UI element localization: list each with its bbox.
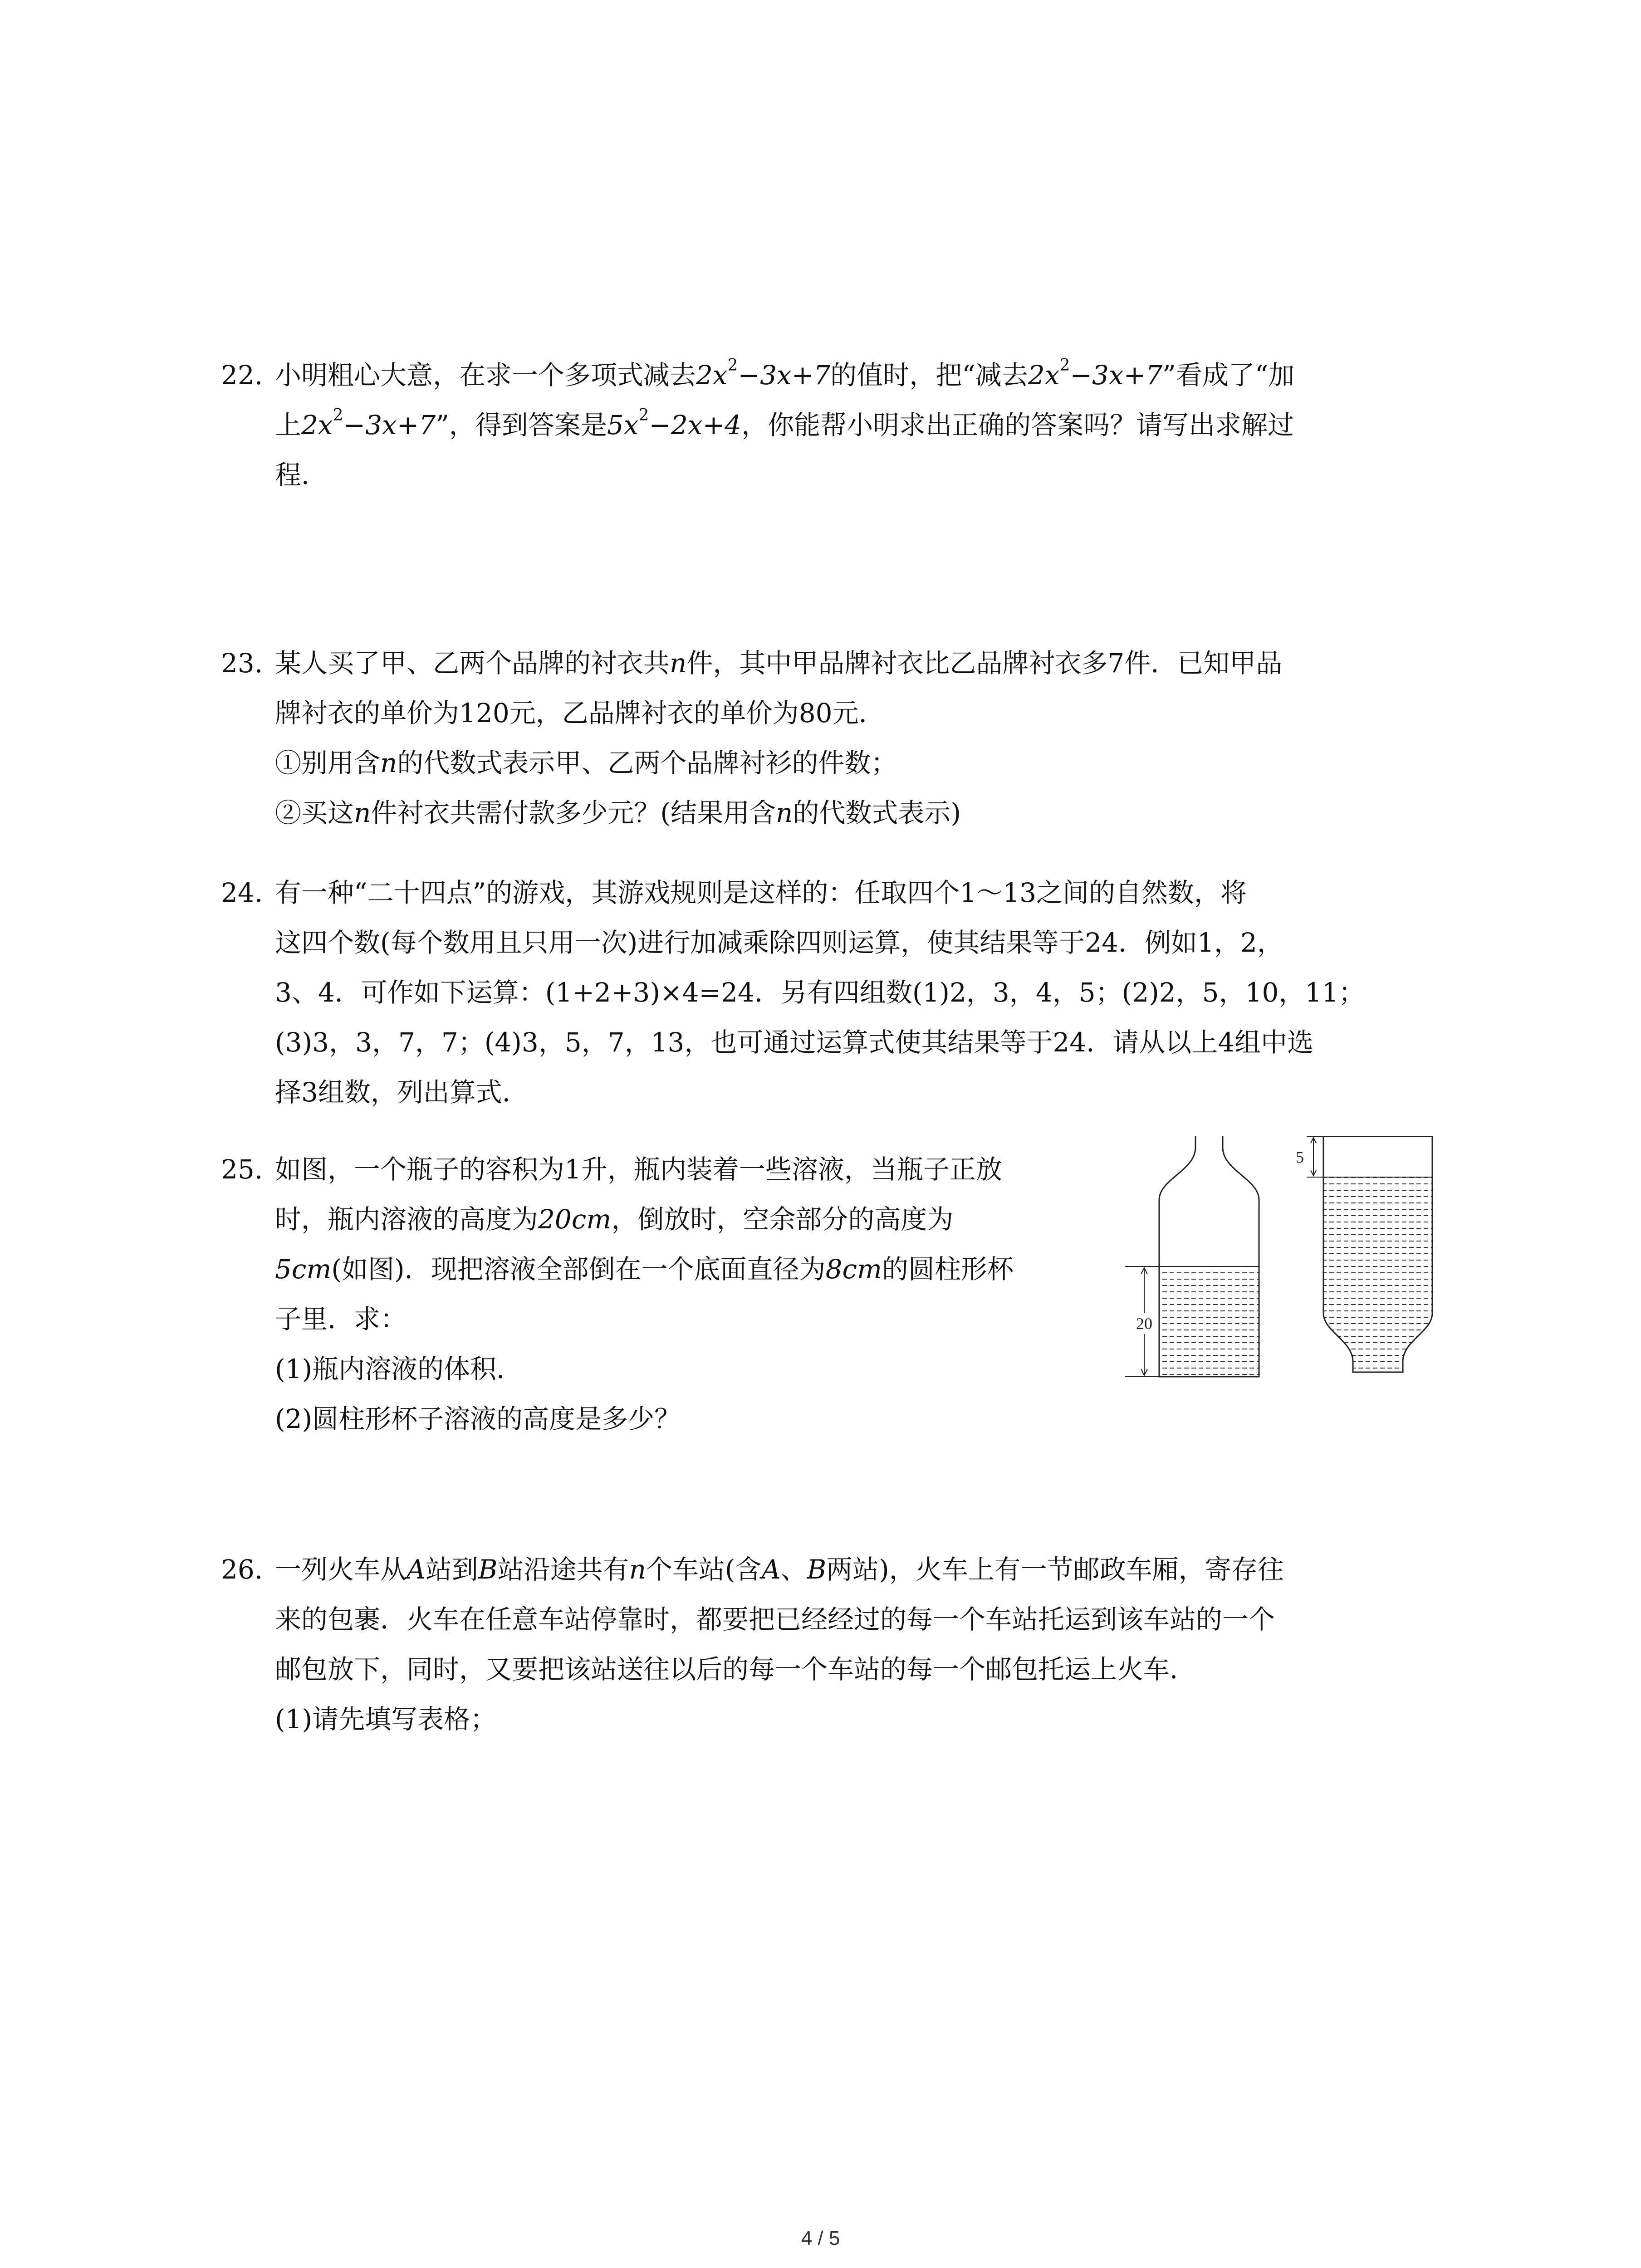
math: 2x — [301, 410, 333, 440]
text: 的值时，把“减去 — [830, 360, 1028, 391]
math: n — [629, 1554, 646, 1585]
text: 元． — [832, 698, 885, 728]
height-label-20: 20 — [1136, 1315, 1152, 1333]
problem-line: 3、4．可作如下运算：(1+2+3)×4=24．另有四组数(1)2，3，4，5；(2)2，5，10，11； — [275, 977, 1365, 1008]
problem-line — [221, 688, 1446, 738]
upright-bottle — [1125, 1136, 1259, 1377]
problem-number: 22. — [221, 360, 263, 391]
problem-number: 23. — [221, 648, 263, 679]
problem-line: (3)3，3，7，7；(4)3，5，7，13，也可通过运算式使其结果等于24．请从以上4组中选 — [275, 1027, 1314, 1058]
text: ，你能帮小明求出正确的答案吗？请写出求解过 — [741, 410, 1294, 440]
inverted-bottle — [1296, 1136, 1432, 1372]
math: 80 — [798, 698, 833, 728]
problem-line: (2)圆柱形杯子溶液的高度是多少？ — [275, 1403, 681, 1434]
math: 20cm — [538, 1204, 612, 1235]
math: −3x+7 — [738, 360, 831, 391]
problem-line: 子里．求： — [275, 1304, 407, 1334]
math: n — [670, 648, 687, 679]
upright-liquid — [1159, 1266, 1259, 1377]
text: ”看成了“加 — [1162, 360, 1295, 391]
math: n — [380, 748, 397, 778]
text: 有一种“二十四点”的游戏，其游戏规则是这样的：任取四个1～13之间的自然数，将 — [275, 877, 1247, 908]
problem-line: 程． — [275, 459, 328, 490]
exponent: 2 — [638, 406, 649, 425]
inverted-liquid-body — [1323, 1177, 1432, 1313]
text: 时，瓶内溶液的高度为 — [275, 1204, 539, 1235]
text: 升，瓶内装着一些溶液，当瓶子正放 — [581, 1154, 1002, 1185]
problem-line: 这四个数(每个数用且只用一次)进行加减乘除四则运算，使其结果等于24．例如1，2， — [275, 927, 1283, 958]
text: 站沿途共有 — [497, 1554, 629, 1585]
text: 元，乙品牌衬衣的单价为 — [509, 698, 799, 728]
gap-label-5: 5 — [1296, 1148, 1304, 1166]
text: 的代数式表示甲、乙两个品牌衬衫的件数； — [397, 748, 897, 778]
math: 5x — [607, 410, 639, 440]
problem-22 — [221, 350, 1446, 500]
math: B — [807, 1554, 827, 1585]
problem-26 — [221, 1545, 1446, 1744]
text: 某人买了甲、乙两个品牌的衬衣共 — [275, 648, 670, 679]
problem-number: 25. — [221, 1154, 263, 1185]
text: 的圆柱形杯 — [882, 1254, 1014, 1285]
math: 1 — [564, 1154, 581, 1185]
text: 一列火车从 — [275, 1554, 407, 1585]
math: B — [478, 1554, 498, 1585]
problem-23 — [221, 638, 1446, 838]
math: −2x+4 — [649, 410, 742, 440]
problem-line — [221, 738, 1446, 788]
math: A — [761, 1554, 781, 1585]
math: −3x+7 — [343, 410, 436, 440]
math: 8cm — [825, 1254, 882, 1285]
problem-line — [221, 788, 1446, 838]
text: 上 — [275, 410, 302, 440]
text: 的代数式表示) — [793, 797, 961, 828]
math: A — [407, 1554, 426, 1585]
text: ①别用含 — [275, 748, 381, 778]
problem-24 — [221, 868, 1446, 1117]
problem-line: 来的包裹．火车在任意车站停靠时，都要把已经经过的每一个车站托运到该车站的一个 — [275, 1604, 1275, 1635]
page-number: 4 / 5 — [801, 2227, 840, 2249]
math: 2x — [696, 360, 728, 391]
text: 件，其中甲品牌衬衣比乙品牌衬衣多 — [686, 648, 1108, 679]
inverted-liquid-neck — [1323, 1313, 1432, 1372]
exponent: 2 — [1059, 356, 1070, 375]
problem-line: (1)请先填写表格； — [275, 1704, 497, 1735]
problem-line: 择3组数，列出算式． — [275, 1077, 529, 1108]
math: n — [354, 797, 371, 828]
text: ，倒放时，空余部分的高度为 — [611, 1204, 954, 1235]
problem-25 — [221, 1144, 1151, 1444]
text: 件衬衣共需付款多少元？(结果用含 — [371, 797, 776, 828]
math: 120 — [459, 698, 509, 728]
text: ②买这 — [275, 797, 354, 828]
problem-line — [221, 1194, 1151, 1244]
problem-line: 邮包放下，同时，又要把该站送往以后的每一个车站的每一个邮包托运上火车． — [275, 1654, 1196, 1685]
problem-line — [221, 638, 1446, 688]
text: ”，得到答案是 — [436, 410, 607, 440]
text: 如图，一个瓶子的容积为 — [275, 1154, 565, 1185]
text: 个车站(含 — [646, 1554, 762, 1585]
text: (如图)．现把溶液全部倒在一个底面直径为 — [331, 1254, 826, 1285]
problem-line — [221, 1244, 1151, 1294]
text: 两站)，火车上有一节邮政车厢，寄存往 — [826, 1554, 1284, 1585]
exponent: 2 — [727, 356, 738, 375]
bottle-figure — [1125, 1136, 1479, 1390]
text: 件．已知甲品 — [1124, 648, 1283, 679]
exponent: 2 — [333, 406, 343, 425]
text: 牌衬衣的单价为 — [275, 698, 460, 728]
problem-line — [221, 1545, 1446, 1594]
problem-line — [221, 868, 1446, 918]
text: 站到 — [425, 1554, 478, 1585]
problem-line — [221, 400, 1446, 450]
math: −3x+7 — [1070, 360, 1163, 391]
math: n — [776, 797, 793, 828]
text: 小明粗心大意，在求一个多项式减去 — [275, 360, 696, 391]
problem-number: 26. — [221, 1554, 263, 1585]
math: 7 — [1107, 648, 1125, 679]
problem-line — [221, 1144, 1151, 1194]
math: 5cm — [275, 1254, 332, 1285]
problem-line: (1)瓶内溶液的体积． — [275, 1354, 523, 1384]
math: 2x — [1028, 360, 1060, 391]
text: 、 — [780, 1554, 807, 1585]
problem-line — [221, 350, 1446, 400]
problem-number: 24. — [221, 877, 263, 908]
